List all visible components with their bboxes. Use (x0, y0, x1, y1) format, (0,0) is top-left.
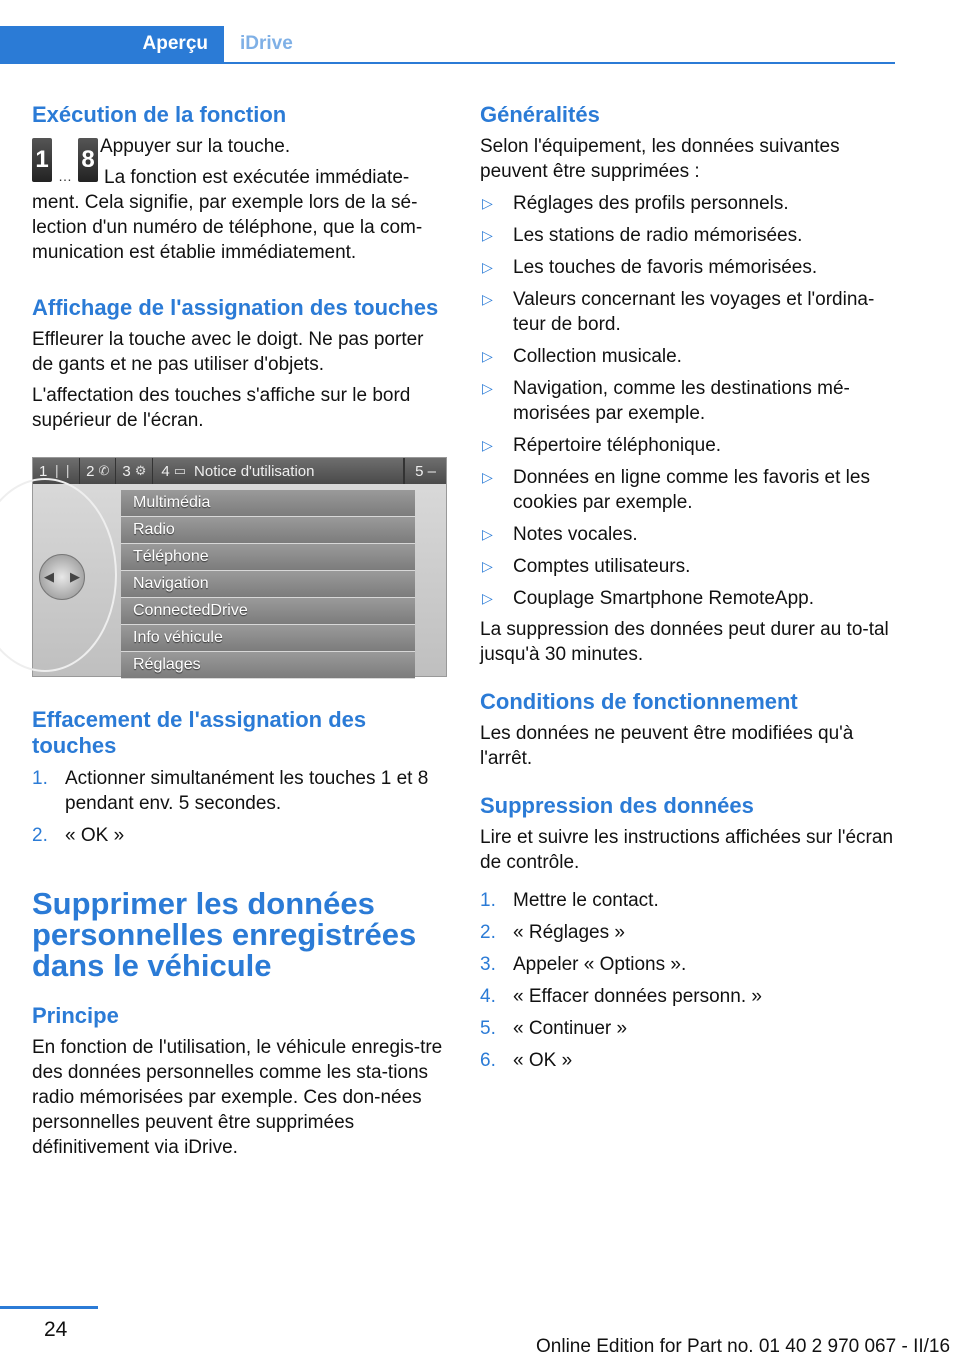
triangle-bullet-icon: ▷ (482, 469, 493, 485)
dots-icon: … (58, 168, 72, 184)
affichage-paragraph-1: Effleurer la touche avec le doigt. Ne pas porter de gants et ne pas utiliser d'objets. (32, 329, 424, 375)
key-instruction (32, 134, 448, 184)
favorite-keys-icon (32, 138, 98, 186)
list-item: ▷ Les stations de radio mémorisées. (482, 225, 803, 246)
screen-menu (121, 490, 415, 679)
triangle-bullet-icon: ▷ (482, 437, 493, 453)
screen-menu-item: Radio (121, 517, 415, 544)
screen-tab-1: 1 ❘❘ (33, 458, 80, 484)
section-title-conditions: Conditions de fonctionnement (480, 689, 798, 714)
list-item: 3. Appeler « Options ». (480, 954, 687, 975)
list-item: 2. « OK » (32, 825, 125, 846)
triangle-bullet-icon: ▷ (482, 558, 493, 574)
screen-tab-4: 4 ▭ Notice d'utilisation (153, 458, 404, 484)
idrive-screen-image (32, 457, 447, 677)
footer-rule (0, 1306, 98, 1309)
tab-idrive[interactable]: iDrive (240, 33, 293, 54)
triangle-bullet-icon: ▷ (482, 590, 493, 606)
triangle-bullet-icon: ▷ (482, 380, 493, 396)
suppression-steps (480, 888, 896, 1073)
controller-icon (39, 554, 85, 600)
list-item: ▷ Valeurs concernant les voyages et l'ordina-teur de bord. (482, 289, 875, 335)
list-item: ▷ Couplage Smartphone RemoteApp. (482, 588, 815, 609)
list-item: ▷ Répertoire téléphonique. (482, 435, 722, 456)
right-column (480, 102, 896, 1073)
screen-title: Notice d'utilisation (194, 462, 315, 480)
section-title-execution: Exécution de la fonction (32, 102, 287, 127)
screen-menu-item: Multimédia (121, 490, 415, 517)
list-item: 6. « OK » (480, 1050, 573, 1071)
list-item: ▷ Comptes utilisateurs. (482, 556, 691, 577)
list-item: 1. Actionner simultanément les touches 1 et 8 pendant env. 5 secondes. (32, 768, 429, 814)
screen-tab-2: 2 ✆ (80, 458, 116, 484)
suppression-paragraph: Lire et suivre les instructions affichées sur l'écran de contrôle. (480, 827, 894, 873)
antenna-icon: ❘❘ (51, 463, 74, 478)
list-item: 1. Mettre le contact. (480, 890, 659, 911)
effacement-steps (32, 766, 448, 848)
section-title-suppression: Suppression des données (480, 793, 754, 818)
triangle-bullet-icon: ▷ (482, 259, 493, 275)
triangle-bullet-icon: ▷ (482, 348, 493, 364)
chapter-title: Supprimer les données personnelles enregistrées dans le véhicule (32, 886, 417, 983)
screen-tab-5: 5 – (404, 458, 446, 484)
screen-menu-item: Info véhicule (121, 625, 415, 652)
conditions-paragraph: Les données ne peuvent être modifiées qu'à l'arrêt. (480, 723, 854, 769)
list-item: ▷ Les touches de favoris mémorisées. (482, 257, 818, 278)
header-tabs (0, 26, 895, 64)
list-item: ▷ Notes vocales. (482, 524, 638, 545)
tab-apercu[interactable]: Aperçu (0, 26, 224, 62)
generalites-bullets (480, 191, 896, 611)
list-item: ▷ Collection musicale. (482, 346, 682, 367)
triangle-bullet-icon: ▷ (482, 291, 493, 307)
principe-paragraph: En fonction de l'utilisation, le véhicule enregis-tre des données personnelles comme les sta-tions radio mémorisées par exemple. Ces don-nées personnelles peuvent être supprimées définitivement via iDrive. (32, 1037, 443, 1158)
page-number: 24 (44, 1318, 68, 1341)
triangle-bullet-icon: ▷ (482, 227, 493, 243)
car-icon: ▭ (173, 463, 187, 478)
instruction-line-2: La fonction est exécutée immédiate-ment. Cela signifie, par exemple lors de la sé-lection d'un numéro de téléphone, que la com-munication est établie immédiatement. (32, 167, 423, 263)
section-title-effacement: Effacement de l'assignation des touches (32, 707, 367, 758)
screen-menu-item: Réglages (121, 652, 415, 679)
screen-menu-item: Téléphone (121, 544, 415, 571)
list-item: ▷ Navigation, comme les destinations mé-morisées par exemple. (482, 378, 850, 424)
affichage-paragraph-2: L'affectation des touches s'affiche sur le bord supérieur de l'écran. (32, 385, 411, 431)
screen-top-bar (33, 458, 446, 484)
screen-tab-3: 3 ⚙ (116, 458, 153, 484)
list-item: 5. « Continuer » (480, 1018, 628, 1039)
triangle-bullet-icon: ▷ (482, 526, 493, 542)
screen-menu-item: ConnectedDrive (121, 598, 415, 625)
duration-paragraph: La suppression des données peut durer au to-tal jusqu'à 30 minutes. (480, 619, 889, 665)
list-item: 4. « Effacer données personn. » (480, 986, 762, 1007)
section-title-principe: Principe (32, 1003, 119, 1028)
instruction-line-1: Appuyer sur la touche. (100, 136, 291, 157)
gear-icon: ⚙ (134, 463, 147, 478)
triangle-bullet-icon: ▷ (482, 195, 493, 211)
edition-note: Online Edition for Part no. 01 40 2 970 067 - II/16 (536, 1336, 951, 1357)
left-column (32, 102, 448, 1160)
key-8-icon: 8 (78, 138, 98, 182)
arrow-right-icon: ▶ (70, 569, 80, 584)
section-title-affichage: Affichage de l'assignation des touches (32, 295, 439, 320)
list-item: ▷ Réglages des profils personnels. (482, 193, 789, 214)
list-item: 2. « Réglages » (480, 922, 625, 943)
arrow-left-icon: ◀ (44, 569, 54, 584)
generalites-paragraph: Selon l'équipement, les données suivantes peuvent être supprimées : (480, 136, 840, 182)
screen-menu-item: Navigation (121, 571, 415, 598)
section-title-generalites: Généralités (480, 102, 600, 127)
key-1-icon: 1 (32, 138, 52, 182)
phone-icon: ✆ (98, 463, 110, 478)
list-item: ▷ Données en ligne comme les favoris et les cookies par exemple. (482, 467, 870, 513)
